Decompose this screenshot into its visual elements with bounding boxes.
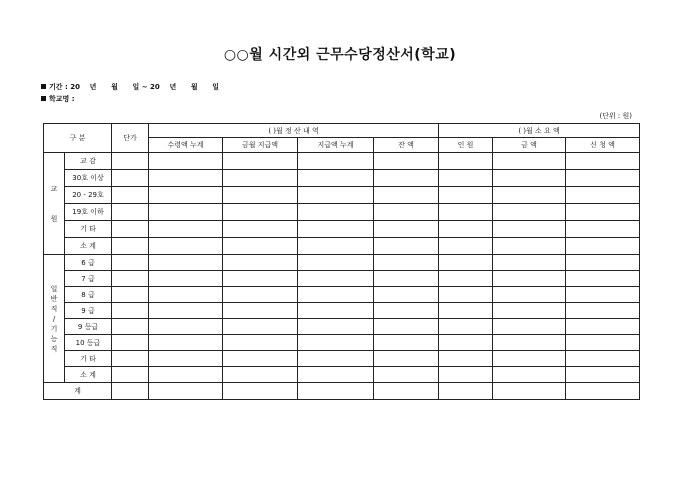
table-cell[interactable] [566, 153, 640, 170]
table-cell[interactable] [223, 335, 298, 351]
header-required-group: ( )월 소 요 액 [439, 124, 640, 138]
table-cell[interactable] [223, 204, 298, 221]
table-cell[interactable] [374, 204, 439, 221]
table-cell[interactable] [374, 255, 439, 271]
table-cell[interactable] [149, 255, 223, 271]
table-cell[interactable] [149, 153, 223, 170]
table-cell[interactable] [149, 287, 223, 303]
table-cell[interactable] [112, 255, 149, 271]
table-cell[interactable] [112, 335, 149, 351]
table-cell[interactable] [298, 255, 374, 271]
table-cell[interactable] [493, 204, 566, 221]
document-title: ○○월 시간외 근무수당정산서(학교) [223, 47, 457, 63]
table-cell[interactable] [112, 303, 149, 319]
table-cell[interactable] [439, 221, 493, 238]
table-cell[interactable] [149, 204, 223, 221]
table-cell[interactable] [149, 335, 223, 351]
table-cell[interactable] [298, 187, 374, 204]
table-cell[interactable] [112, 383, 149, 400]
table-cell[interactable] [439, 204, 493, 221]
table-cell[interactable] [298, 170, 374, 187]
table-cell[interactable] [298, 319, 374, 335]
table-cell[interactable] [298, 367, 374, 383]
table-cell[interactable] [223, 255, 298, 271]
table-cell[interactable] [112, 187, 149, 204]
table-cell[interactable] [298, 271, 374, 287]
table-cell[interactable] [223, 238, 298, 255]
table-cell[interactable] [149, 351, 223, 367]
table-cell[interactable] [112, 153, 149, 170]
row-label: 7 급 [65, 271, 112, 287]
row-label: 기 타 [65, 351, 112, 367]
header-settlement-group: ( )월 정 산 내 역 [149, 124, 439, 138]
table-cell[interactable] [298, 238, 374, 255]
table-cell[interactable] [223, 383, 298, 400]
table-cell[interactable] [223, 221, 298, 238]
table-cell[interactable] [149, 238, 223, 255]
table-cell[interactable] [566, 383, 640, 400]
table-cell[interactable] [298, 335, 374, 351]
table-cell[interactable] [112, 221, 149, 238]
table-cell[interactable] [223, 351, 298, 367]
table-cell[interactable] [566, 170, 640, 187]
table-cell[interactable] [112, 319, 149, 335]
table-cell[interactable] [374, 335, 439, 351]
table-cell[interactable] [374, 303, 439, 319]
table-cell[interactable] [112, 271, 149, 287]
table-cell[interactable] [493, 319, 566, 335]
table-cell[interactable] [298, 287, 374, 303]
table-cell[interactable] [149, 367, 223, 383]
table-cell[interactable] [493, 287, 566, 303]
table-cell[interactable] [223, 170, 298, 187]
table-cell[interactable] [439, 255, 493, 271]
table-cell[interactable] [223, 271, 298, 287]
table-cell[interactable] [493, 221, 566, 238]
table-cell[interactable] [374, 187, 439, 204]
header-category: 구 분 [44, 124, 112, 153]
row-label: 교 감 [65, 153, 112, 170]
table-cell[interactable] [112, 367, 149, 383]
table-cell[interactable] [149, 303, 223, 319]
table-cell[interactable] [566, 303, 640, 319]
row-label: 9 등급 [65, 319, 112, 335]
table-cell[interactable] [439, 287, 493, 303]
bullet-square-icon [41, 96, 46, 101]
table-cell[interactable] [374, 271, 439, 287]
header-amount: 금 액 [493, 138, 566, 153]
row-label: 20 - 29호 [65, 187, 112, 204]
table-cell[interactable] [223, 187, 298, 204]
table-cell[interactable] [149, 383, 223, 400]
table-cell[interactable] [439, 271, 493, 287]
table-cell[interactable] [566, 287, 640, 303]
table-cell[interactable] [374, 287, 439, 303]
table-cell[interactable] [149, 187, 223, 204]
bullet-square-icon [41, 84, 46, 89]
row-label: 30호 이상 [65, 170, 112, 187]
header-month-paid: 금월 지급액 [223, 138, 298, 153]
row-label: 소 계 [65, 367, 112, 383]
table-cell[interactable] [439, 170, 493, 187]
table-cell[interactable] [374, 238, 439, 255]
table-cell[interactable] [493, 335, 566, 351]
table-cell[interactable] [298, 383, 374, 400]
table-cell[interactable] [112, 170, 149, 187]
table-cell[interactable] [439, 238, 493, 255]
settlement-table [43, 123, 640, 400]
table-cell[interactable] [374, 153, 439, 170]
table-cell[interactable] [223, 303, 298, 319]
header-paid-total: 지급액 누계 [298, 138, 374, 153]
school-name-line [41, 94, 75, 104]
table-cell[interactable] [149, 271, 223, 287]
row-label: 6 급 [65, 255, 112, 271]
unit-label: (단위 : 원) [599, 112, 632, 120]
table-cell[interactable] [298, 221, 374, 238]
table-cell[interactable] [493, 271, 566, 287]
table-cell[interactable] [298, 351, 374, 367]
table-cell[interactable] [298, 204, 374, 221]
table-cell[interactable] [298, 303, 374, 319]
table-cell[interactable] [566, 204, 640, 221]
table-cell[interactable] [566, 221, 640, 238]
total-label: 계 [44, 383, 112, 400]
table-cell[interactable] [439, 383, 493, 400]
table-cell[interactable] [566, 319, 640, 335]
row-label: 기 타 [65, 221, 112, 238]
period-text: 기간 : 20 년 월 일 ~ 20 년 월 일 [49, 83, 219, 91]
row-label: 9 급 [65, 303, 112, 319]
period-line [41, 82, 219, 92]
table-cell[interactable] [439, 187, 493, 204]
table-cell[interactable] [374, 319, 439, 335]
header-balance: 잔 액 [374, 138, 439, 153]
header-headcount: 인 원 [439, 138, 493, 153]
table-cell[interactable] [493, 383, 566, 400]
table-cell[interactable] [566, 351, 640, 367]
table-cell[interactable] [493, 367, 566, 383]
row-label: 8 급 [65, 287, 112, 303]
table-cell[interactable] [374, 351, 439, 367]
group-label-teacher: 교 원 [44, 153, 65, 255]
row-label: 19호 이하 [65, 204, 112, 221]
table-cell[interactable] [223, 367, 298, 383]
school-name-label: 학교명 : [49, 95, 75, 103]
header-unit-price: 단가 [112, 124, 149, 153]
table-cell[interactable] [149, 170, 223, 187]
table-cell[interactable] [439, 303, 493, 319]
table-cell[interactable] [439, 153, 493, 170]
table-cell[interactable] [149, 319, 223, 335]
table-cell[interactable] [112, 204, 149, 221]
table-cell[interactable] [374, 383, 439, 400]
row-label: 소 계 [65, 238, 112, 255]
table-cell[interactable] [493, 303, 566, 319]
table-cell[interactable] [493, 255, 566, 271]
table-cell[interactable] [149, 221, 223, 238]
table-cell[interactable] [566, 271, 640, 287]
table-cell[interactable] [223, 287, 298, 303]
table-cell[interactable] [112, 351, 149, 367]
table-cell[interactable] [439, 351, 493, 367]
table-cell[interactable] [566, 255, 640, 271]
table-cell[interactable] [439, 319, 493, 335]
table-cell[interactable] [566, 367, 640, 383]
table-cell[interactable] [223, 153, 298, 170]
table-cell[interactable] [112, 287, 149, 303]
group-label-general: 일 반 직 / 기 능 직 [44, 255, 65, 383]
header-received-total: 수령액 누계 [149, 138, 223, 153]
table-cell[interactable] [566, 335, 640, 351]
table-cell[interactable] [439, 367, 493, 383]
table-cell[interactable] [566, 187, 640, 204]
table-cell[interactable] [298, 153, 374, 170]
table-cell[interactable] [493, 351, 566, 367]
table-cell[interactable] [374, 221, 439, 238]
table-cell[interactable] [112, 238, 149, 255]
table-cell[interactable] [439, 335, 493, 351]
table-cell[interactable] [493, 153, 566, 170]
header-request-amount: 신 청 액 [566, 138, 640, 153]
table-cell[interactable] [493, 187, 566, 204]
table-cell[interactable] [374, 170, 439, 187]
table-cell[interactable] [566, 238, 640, 255]
row-label: 10 등급 [65, 335, 112, 351]
table-cell[interactable] [374, 367, 439, 383]
table-cell[interactable] [493, 238, 566, 255]
table-cell[interactable] [493, 170, 566, 187]
table-cell[interactable] [223, 319, 298, 335]
